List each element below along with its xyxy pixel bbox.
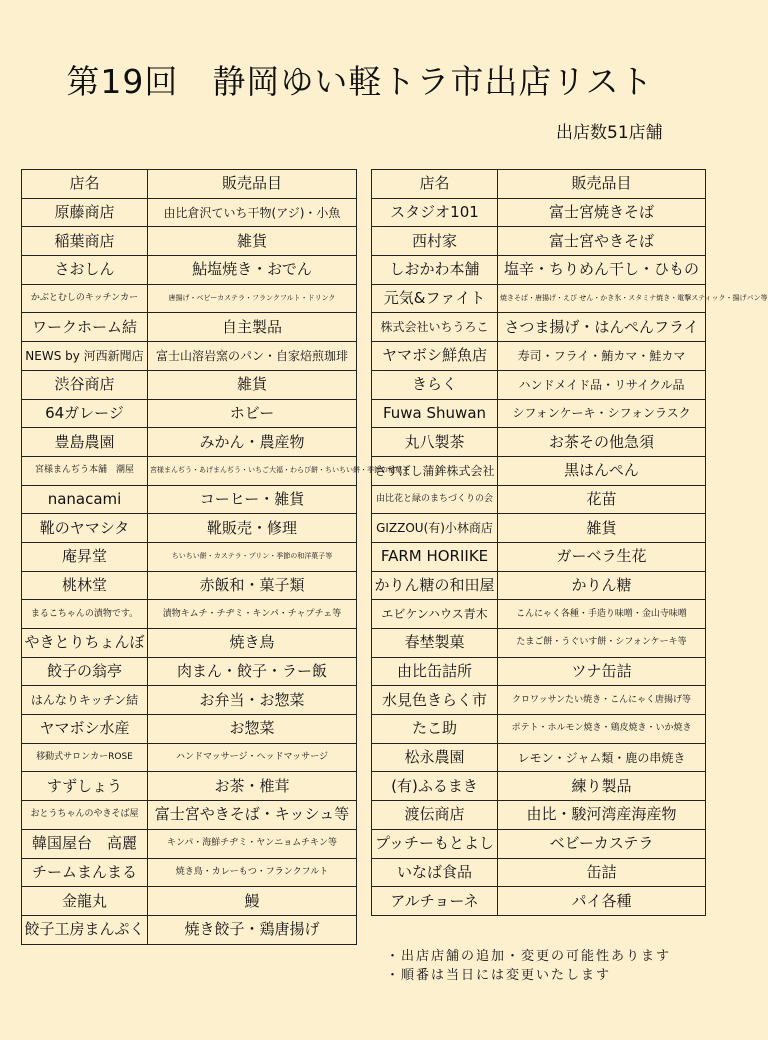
store-name: 由比花と緑のまちづくりの会	[372, 485, 498, 514]
store-name: 由比缶詰所	[372, 657, 498, 686]
store-items: 富士宮やきそば・キッシュ等	[148, 801, 357, 830]
table-row	[22, 198, 357, 227]
store-items: お弁当・お惣菜	[148, 686, 357, 715]
store-items: コーヒー・雑貨	[148, 485, 357, 514]
store-name: アルチョーネ	[372, 887, 498, 916]
store-items: 赤飯和・菓子類	[148, 571, 357, 600]
store-name: チームまんまる	[22, 858, 148, 887]
table-row	[22, 256, 357, 285]
store-name: FARM HORIIKE	[372, 542, 498, 571]
table-row	[22, 887, 357, 916]
table-row	[22, 743, 357, 772]
store-name: 64ガレージ	[22, 399, 148, 428]
header-items: 販売品目	[148, 170, 357, 199]
table-row	[22, 370, 357, 399]
store-items: 焼きそば・唐揚げ・えび せん・かき氷・スタミナ焼き・電撃スティック・揚げパン等	[498, 284, 706, 313]
store-items: さつま揚げ・はんぺんフライ	[498, 313, 706, 342]
store-name: 渡伝商店	[372, 801, 498, 830]
table-row	[372, 428, 706, 457]
notes	[386, 947, 671, 985]
store-name: (有)ふるまき	[372, 772, 498, 801]
store-name: エビケンハウス青木	[372, 600, 498, 629]
store-items: ホビー	[148, 399, 357, 428]
store-name: おとうちゃんのやきそば屋	[22, 801, 148, 830]
store-name: まるこちゃんの漬物です。	[22, 600, 148, 629]
store-items: 雑貨	[148, 227, 357, 256]
store-name: はんなりキッチン結	[22, 686, 148, 715]
store-items: 自主製品	[148, 313, 357, 342]
store-items: 富士宮やきそば	[498, 227, 706, 256]
store-name: スタジオ101	[372, 198, 498, 227]
store-items: 雑貨	[148, 370, 357, 399]
store-items: ハンドメイド品・リサイクル品	[498, 370, 706, 399]
store-items: ちいちい餅・カステラ・プリン・季節の和洋菓子等	[148, 542, 357, 571]
store-items: かりん糖	[498, 571, 706, 600]
store-name: 松永農園	[372, 743, 498, 772]
store-items: ポテト・ホルモン焼き・鶏皮焼き・いか焼き	[498, 715, 706, 744]
store-items: 肉まん・餃子・ラー飯	[148, 657, 357, 686]
store-name: プッチーもとよし	[372, 829, 498, 858]
page-title: 第19回 静岡ゆい軽トラ市出店リスト	[66, 62, 654, 101]
header-name: 店名	[372, 170, 498, 199]
store-items: ハンドマッサージ・ヘッドマッサージ	[148, 743, 357, 772]
table-row	[372, 600, 706, 629]
store-name: ヤマボシ水産	[22, 715, 148, 744]
table-row	[22, 227, 357, 256]
store-items: 焼き鳥	[148, 629, 357, 658]
store-items: 鮎塩焼き・おでん	[148, 256, 357, 285]
store-items: キンパ・海鮮チヂミ・ヤンニョムチキン等	[148, 829, 357, 858]
store-items: シフォンケーキ・シフォンラスク	[498, 399, 706, 428]
table-row	[372, 772, 706, 801]
store-items: クロワッサンたい焼き・こんにゃく唐揚げ等	[498, 686, 706, 715]
table-row	[22, 284, 357, 313]
table-row	[22, 629, 357, 658]
store-items: パイ各種	[498, 887, 706, 916]
table-row	[22, 657, 357, 686]
store-items: 焼き鳥・カレーもつ・フランクフルト	[148, 858, 357, 887]
store-name: 元気&ファイト	[372, 284, 498, 313]
table-header-row	[372, 170, 706, 199]
store-items: 富士宮焼きそば	[498, 198, 706, 227]
store-items: 漬物キムチ・チヂミ・キンパ・チャプチェ等	[148, 600, 357, 629]
table-row	[372, 686, 706, 715]
table-row	[372, 485, 706, 514]
table-row	[372, 887, 706, 916]
store-name: 稲葉商店	[22, 227, 148, 256]
store-table-right	[371, 169, 768, 916]
table-row	[22, 485, 357, 514]
store-name: かりん糖の和田屋	[372, 571, 498, 600]
store-items: 寿司・フライ・鮪カマ・鮭カマ	[498, 342, 706, 371]
table-row	[22, 456, 357, 485]
store-table-left	[21, 169, 409, 945]
store-name: 移動式サロンカーROSE	[22, 743, 148, 772]
store-name: 西村家	[372, 227, 498, 256]
store-name: やきとりちょんぼ	[22, 629, 148, 658]
table-row	[22, 313, 357, 342]
table-row	[22, 600, 357, 629]
store-items: 鰻	[148, 887, 357, 916]
table-row	[22, 342, 357, 371]
store-name: Fuwa Shuwan	[372, 399, 498, 428]
store-items: たまご餅・うぐいす餅・シフォンケーキ等	[498, 629, 706, 658]
table-row	[372, 514, 706, 543]
table-row	[372, 657, 706, 686]
table-row	[372, 370, 706, 399]
table-row	[22, 428, 357, 457]
store-items: 花苗	[498, 485, 706, 514]
store-name: nanacami	[22, 485, 148, 514]
header-name: 店名	[22, 170, 148, 199]
store-name: 宮様まんぢう本舗 潮屋	[22, 456, 148, 485]
store-items: みかん・農産物	[148, 428, 357, 457]
store-items: レモン・ジャム類・鹿の串焼き	[498, 743, 706, 772]
table-row	[22, 801, 357, 830]
store-items: 靴販売・修理	[148, 514, 357, 543]
store-items: ツナ缶詰	[498, 657, 706, 686]
table-row	[372, 743, 706, 772]
store-name: 水見色きらく市	[372, 686, 498, 715]
store-items: 練り製品	[498, 772, 706, 801]
store-name: すずしょう	[22, 772, 148, 801]
store-items: 黒はんぺん	[498, 456, 706, 485]
table-row	[372, 629, 706, 658]
store-items: 由比倉沢ていち干物(アジ)・小魚	[148, 198, 357, 227]
store-name: かぶとむしのキッチンカー	[22, 284, 148, 313]
store-name: 金龍丸	[22, 887, 148, 916]
table-header-row	[22, 170, 357, 199]
store-items: 宮様まんぢう・あげまんぢう・いちご大福・わらび餅・ちいちい餅・季節の和菓子	[148, 456, 357, 485]
store-name: しおかわ本舗	[372, 256, 498, 285]
table-row	[22, 514, 357, 543]
table-row	[372, 829, 706, 858]
store-name: 原藤商店	[22, 198, 148, 227]
store-items: 富士山溶岩窯のパン・自家焙煎珈琲	[148, 342, 357, 371]
table-row	[22, 571, 357, 600]
note-line: ・順番は当日には変更いたします	[386, 968, 612, 983]
header-items: 販売品目	[498, 170, 706, 199]
store-name: いなば食品	[372, 858, 498, 887]
table-row	[372, 801, 706, 830]
store-items: 焼き餃子・鶏唐揚げ	[148, 915, 357, 944]
table-row	[22, 542, 357, 571]
store-name: さすぼし蒲鉾株式会社	[372, 456, 498, 485]
store-name: さおしん	[22, 256, 148, 285]
table-row	[372, 456, 706, 485]
store-name: 春埜製菓	[372, 629, 498, 658]
store-items: 唐揚げ・ベビーカステラ・フランクフルト・ドリンク	[148, 284, 357, 313]
store-items: 由比・駿河湾産海産物	[498, 801, 706, 830]
store-name: 韓国屋台 高麗	[22, 829, 148, 858]
store-name: NEWS by 河西新聞店	[22, 342, 148, 371]
store-name: たこ助	[372, 715, 498, 744]
store-name: 丸八製茶	[372, 428, 498, 457]
store-name: ワークホーム結	[22, 313, 148, 342]
table-row	[372, 542, 706, 571]
store-items: お惣菜	[148, 715, 357, 744]
store-count: 出店数51店舗	[556, 123, 663, 143]
store-name: 餃子工房まんぷく	[22, 915, 148, 944]
table-row	[372, 284, 706, 313]
table-row	[372, 342, 706, 371]
note-line: ・出店店舗の追加・変更の可能性あります	[386, 949, 672, 964]
store-items: 雑貨	[498, 514, 706, 543]
store-items: こんにゃく各種・手造り味噌・金山寺味噌	[498, 600, 706, 629]
table-row	[22, 915, 357, 944]
table-row	[372, 313, 706, 342]
store-name: きらく	[372, 370, 498, 399]
table-row	[22, 858, 357, 887]
table-row	[372, 399, 706, 428]
table-row	[372, 256, 706, 285]
store-items: 塩辛・ちりめん干し・ひもの	[498, 256, 706, 285]
store-name: 靴のヤマシタ	[22, 514, 148, 543]
table-row	[22, 772, 357, 801]
table-row	[372, 571, 706, 600]
store-name: 桃林堂	[22, 571, 148, 600]
store-name: 庵昇堂	[22, 542, 148, 571]
table-row	[22, 399, 357, 428]
table-row	[372, 715, 706, 744]
store-items: ベビーカステラ	[498, 829, 706, 858]
store-name: ヤマボシ鮮魚店	[372, 342, 498, 371]
store-items: お茶その他急須	[498, 428, 706, 457]
table-row	[372, 227, 706, 256]
store-name: 渋谷商店	[22, 370, 148, 399]
store-items: ガーベラ生花	[498, 542, 706, 571]
table-row	[22, 715, 357, 744]
store-name: 豊島農園	[22, 428, 148, 457]
store-items: 缶詰	[498, 858, 706, 887]
table-row	[22, 686, 357, 715]
table-row	[372, 858, 706, 887]
table-row	[372, 198, 706, 227]
table-row	[22, 829, 357, 858]
store-items: お茶・椎茸	[148, 772, 357, 801]
store-name: GIZZOU(有)小林商店	[372, 514, 498, 543]
store-name: 餃子の翁亭	[22, 657, 148, 686]
store-name: 株式会社いちうろこ	[372, 313, 498, 342]
